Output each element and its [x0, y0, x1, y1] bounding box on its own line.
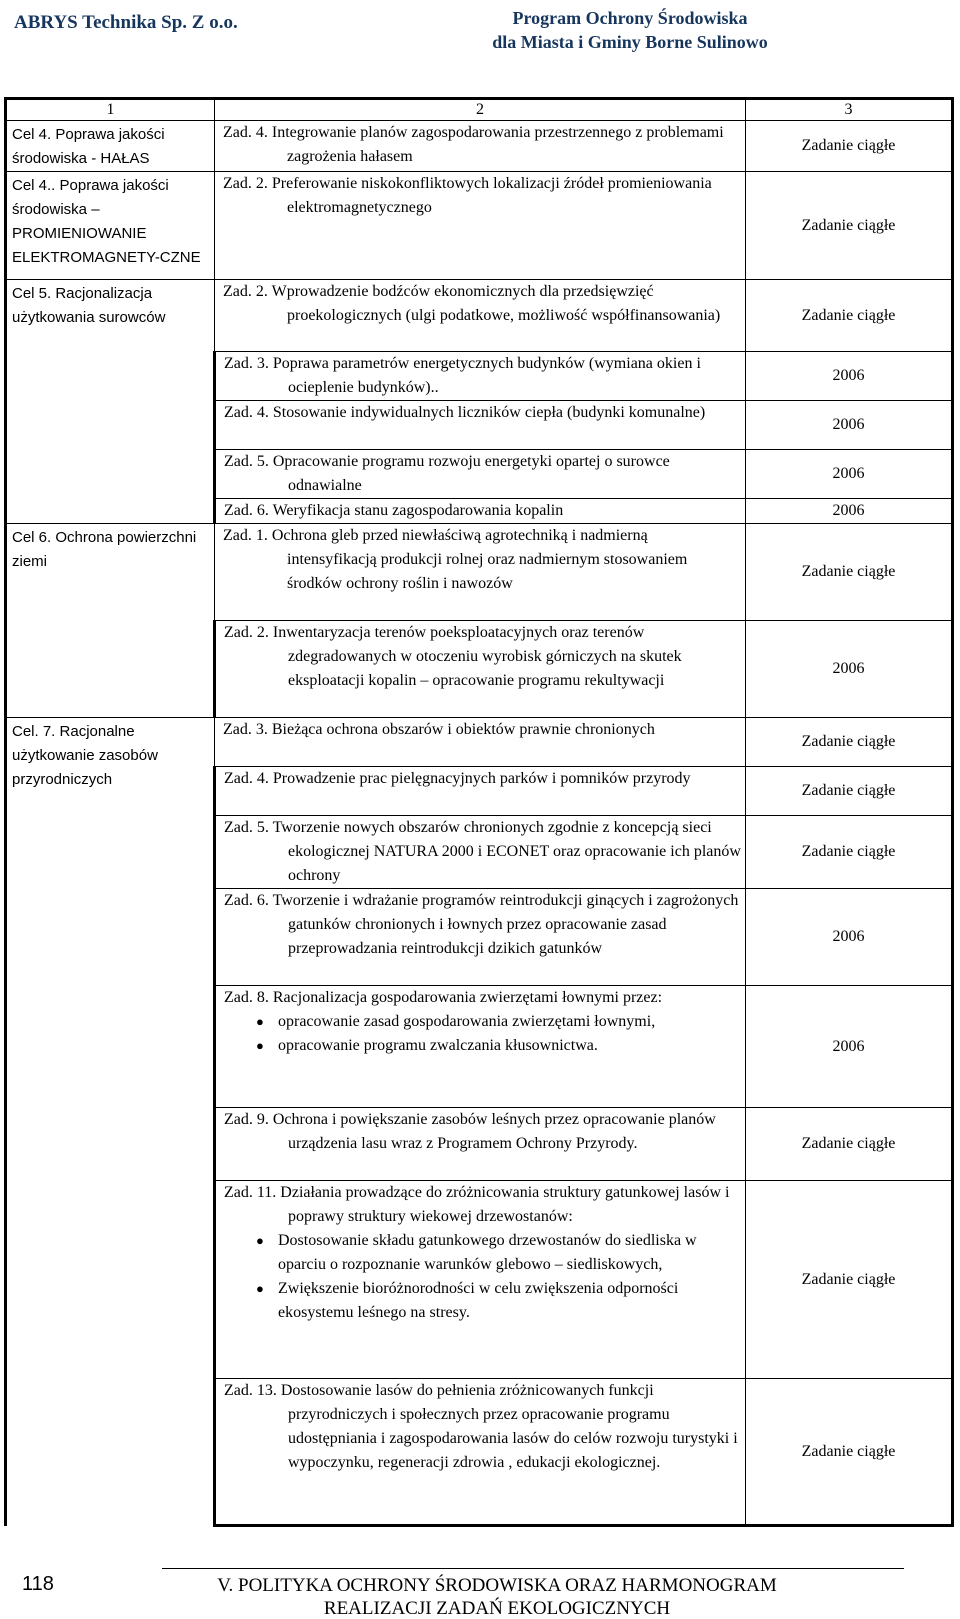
task-text: Zad. 6. Weryfikacja stanu zagospodarowania kopalin	[224, 502, 564, 519]
task-text: Zad. 1. Ochrona gleb przed niewłaściwą agrotechniką i nadmierną intensyfikacją produkcji rolnej oraz nadmiernym stosowaniem środków ochrony roślin i nawozów	[223, 527, 688, 592]
goal-cell: Cel 5. Racjonalizacja użytkowania surowców	[6, 280, 215, 524]
page-header	[0, 0, 960, 62]
task-text: Zad. 6. Tworzenie i wdrażanie programów reintrodukcji ginących i zagrożonych gatunków chronionych i łownych przez opracowanie zasad przeprowadzania reintrodukcji dzikich gatunków	[224, 892, 739, 957]
column-number-row	[6, 99, 953, 121]
task-text: Zad. 2. Wprowadzenie bodźców ekonomicznych dla przedsięwzięć proekologicznych (ulgi podatkowe, możliwość współfinansowania)	[223, 283, 721, 324]
term-cell: Zadanie ciągłe	[746, 524, 953, 621]
table-row	[6, 280, 953, 352]
task-text: Zad. 13. Dostosowanie lasów do pełnienia zróżnicowanych funkcji przyrodniczych i społecznych przez opracowanie programu udostępniania i zagospodarowania lasów do celów rozwoju turystyki i wypoczynku, regeneracji zdrowia , edukacji ekologicznej.	[224, 1382, 738, 1471]
goal-cell: Cel. 7. Racjonalne użytkowanie zasobów przyrodniczych	[6, 718, 215, 1526]
table-row	[6, 172, 953, 280]
task-text: Zad. 5. Opracowanie programu rozwoju energetyki opartej o surowce odnawialne	[224, 453, 670, 494]
term-cell: Zadanie ciągłe	[746, 1379, 953, 1526]
term-cell: Zadanie ciągłe	[746, 1181, 953, 1379]
term-cell: 2006	[746, 499, 953, 524]
term-cell: Zadanie ciągłe	[746, 767, 953, 816]
task-text: Zad. 3. Bieżąca ochrona obszarów i obiektów prawnie chronionych	[223, 721, 655, 738]
goal-cell: Cel 4.. Poprawa jakości środowiska – PROMIENIOWANIE ELEKTROMAGNETY-CZNE	[6, 172, 215, 280]
term-cell: 2006	[746, 986, 953, 1108]
program-title-line2: dla Miasta i Gminy Borne Sulinowo	[492, 32, 768, 52]
list-item: ● opracowanie programu zwalczania kłusownictwa.	[254, 1034, 741, 1058]
term-cell: Zadanie ciągłe	[746, 718, 953, 767]
table-row	[6, 121, 953, 172]
term-cell: 2006	[746, 352, 953, 401]
column-number-3: 3	[746, 99, 953, 121]
term-cell: 2006	[746, 621, 953, 718]
term-cell: 2006	[746, 450, 953, 499]
task-text: Zad. 11. Działania prowadzące do zróżnicowania struktury gatunkowej lasów i poprawy struktury wiekowej drzewostanów:	[224, 1184, 730, 1225]
list-item: ● Dostosowanie składu gatunkowego drzewostanów do siedliska w oparciu o rozpoznanie warunków glebowo – siedliskowych,	[254, 1229, 741, 1277]
column-number-1: 1	[6, 99, 215, 121]
term-cell: Zadanie ciągłe	[746, 816, 953, 889]
company-name: ABRYS Technika Sp. Z o.o.	[14, 12, 238, 33]
task-bullet-list	[254, 1229, 741, 1325]
task-text: Zad. 2. Preferowanie niskokonfliktowych lokalizacji źródeł promieniowania elektromagnetycznego	[223, 175, 712, 216]
term-cell: Zadanie ciągłe	[746, 1108, 953, 1181]
goal-cell: Cel 6. Ochrona powierzchni ziemi	[6, 524, 215, 718]
goal-cell: Cel 4. Poprawa jakości środowiska - HAŁAS	[6, 121, 215, 172]
task-text: Zad. 8. Racjonalizacja gospodarowania zwierzętami łownymi przez:	[224, 989, 663, 1006]
task-text: Zad. 9. Ochrona i powiększanie zasobów leśnych przez opracowanie planów urządzenia lasu wraz z Programem Ochrony Przyrody.	[224, 1111, 716, 1152]
table-row	[6, 718, 953, 767]
term-cell: Zadanie ciągłe	[746, 172, 953, 280]
list-item: ● opracowanie zasad gospodarowania zwierzętami łownymi,	[254, 1010, 741, 1034]
term-cell: 2006	[746, 401, 953, 450]
task-text: Zad. 5. Tworzenie nowych obszarów chronionych zgodnie z koncepcją sieci ekologicznej NATURA 2000 i ECONET oraz opracowanie ich planów ochrony	[224, 819, 741, 884]
footer-title: V. POLITYKA OCHRONY ŚRODOWISKA ORAZ HARMONOGRAM REALIZACJI ZADAŃ EKOLOGICZNYCH	[217, 1575, 777, 1619]
term-cell: 2006	[746, 889, 953, 986]
task-text: Zad. 4. Stosowanie indywidualnych liczników ciepła (budynki komunalne)	[224, 404, 706, 421]
task-text: Zad. 2. Inwentaryzacja terenów poeksploatacyjnych oraz terenów zdegradowanych w otoczeniu wyrobisk górniczych na skutek eksploatacji kopalin – opracowanie programu rekultywacji	[224, 624, 682, 689]
page-number: 118	[22, 1573, 54, 1595]
column-number-2: 2	[215, 99, 746, 121]
task-bullet-list	[254, 1010, 741, 1058]
table-row	[6, 524, 953, 621]
schedule-table	[4, 97, 954, 1527]
term-cell: Zadanie ciągłe	[746, 121, 953, 172]
list-item: ● Zwiększenie bioróżnorodności w celu zwiększenia odporności ekosystemu leśnego na stresy.	[254, 1277, 741, 1325]
program-title-line1: Program Ochrony Środowiska	[512, 8, 748, 28]
program-title	[460, 6, 800, 54]
task-text: Zad. 4. Integrowanie planów zagospodarowania przestrzennego z problemami zagrożenia hałasem	[223, 124, 724, 165]
term-cell: Zadanie ciągłe	[746, 280, 953, 352]
task-text: Zad. 3. Poprawa parametrów energetycznych budynków (wymiana okien i ocieplenie budynków)..	[224, 355, 701, 396]
footer-divider	[162, 1568, 904, 1569]
task-text: Zad. 4. Prowadzenie prac pielęgnacyjnych parków i pomników przyrody	[224, 770, 691, 787]
